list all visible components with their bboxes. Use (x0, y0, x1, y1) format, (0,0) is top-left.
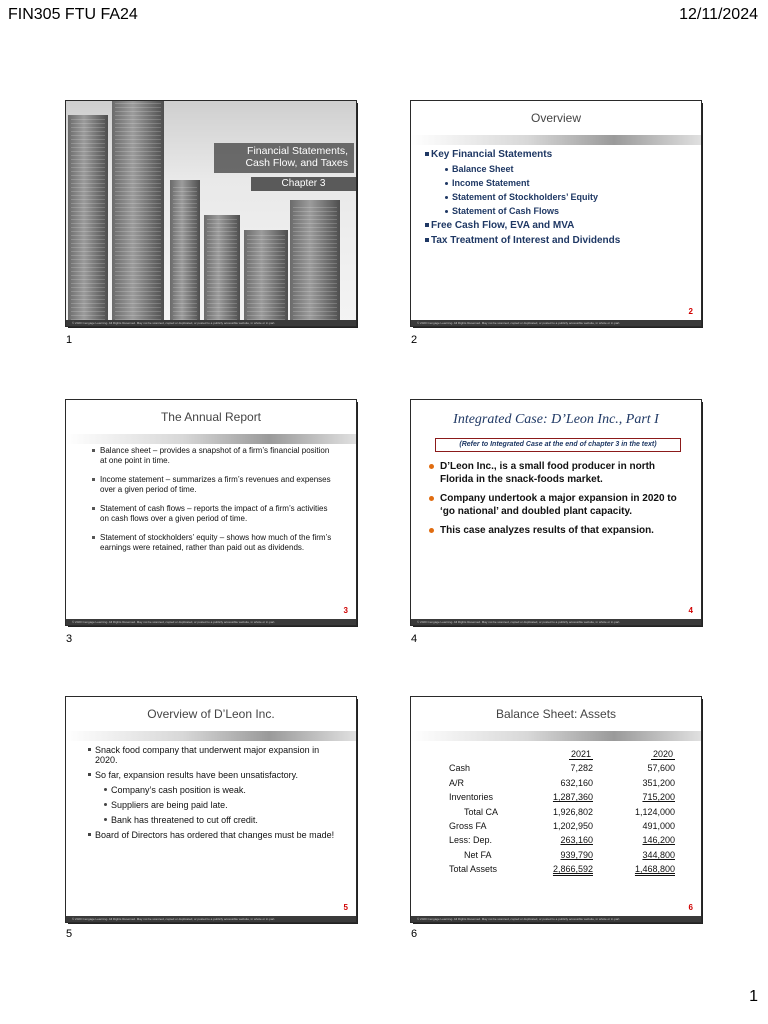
list-item (104, 800, 338, 810)
bullet-icon (92, 449, 95, 452)
bullet-icon (445, 168, 448, 171)
row-label: Less: Dep. (449, 835, 493, 846)
slide-number: 3 (343, 606, 348, 615)
value-2020: 491,000 (642, 821, 675, 832)
bullet-icon (425, 238, 429, 242)
slide-3-thumbnail[interactable] (66, 400, 356, 625)
slide-label: 6 (411, 928, 418, 940)
building-image (68, 115, 108, 320)
list-item (429, 492, 687, 518)
slide-number: 6 (688, 903, 693, 912)
bullet-list (429, 460, 687, 543)
value-2020: 344,800 (642, 849, 675, 860)
value-2021: 1,287,360 (552, 792, 593, 803)
building-image (244, 230, 288, 320)
bullet-icon (104, 803, 107, 806)
bullet-icon (88, 748, 91, 751)
list-item-text: Income Statement (452, 178, 530, 188)
balance-sheet-table (449, 747, 675, 877)
slide-footer (66, 916, 356, 922)
bullet-icon (429, 496, 434, 501)
header-course: FIN305 FTU FA24 (8, 6, 138, 23)
list-item-text: Balance sheet – provides a snapshot of a firm’s financial position at one point in time. (100, 446, 330, 465)
list-item (92, 533, 336, 553)
list-item (429, 460, 687, 486)
list-item-text: Statement of cash flows – reports the impact of a firm’s activities on cash flows over a given period of time. (100, 504, 328, 523)
slide-label: 3 (66, 633, 73, 645)
list-item-text: Balance Sheet (452, 164, 514, 174)
bullet-icon (445, 210, 448, 213)
value-2021: 7,282 (570, 763, 593, 774)
table-row (449, 776, 675, 790)
table-row (449, 819, 675, 833)
list-item-text: Statement of Cash Flows (452, 206, 560, 216)
row-label: Total Assets (449, 864, 498, 875)
list-item-text: So far, expansion results have been unsatisfactory. (95, 770, 298, 780)
value-2021: 632,160 (560, 777, 593, 788)
value-2021: 939,790 (560, 849, 593, 860)
copyright-text: © 2020 Cengage Learning. All Rights Reserved. May not be scanned, copied or duplicated, or posted to a publicly accessible website, in whole or in part. (417, 620, 621, 624)
slide-number: 5 (343, 903, 348, 912)
value-2020: 1,468,800 (634, 864, 675, 875)
list-item (445, 192, 620, 202)
column-header-2020: 2020 (652, 749, 673, 759)
slide-number: 2 (688, 307, 693, 316)
bullet-icon (425, 152, 429, 156)
list-item-text: Suppliers are being paid late. (111, 800, 228, 810)
row-label: A/R (449, 777, 465, 788)
slide-footer (66, 619, 356, 625)
list-item-text: Snack food company that underwent major expansion in 2020. (95, 745, 320, 765)
slide-title: The Annual Report (160, 410, 262, 424)
list-item (445, 178, 620, 188)
bullet-icon (429, 528, 434, 533)
bullet-list (92, 446, 336, 562)
bullet-icon (92, 507, 95, 510)
value-2020: 1,124,000 (634, 806, 675, 817)
slide-label: 4 (411, 633, 418, 645)
list-item-text: Statement of stockholders’ equity – shows how much of the firm’s earnings were retained, rather than paid out as dividends. (100, 533, 332, 552)
row-label: Inventories (449, 792, 494, 803)
building-image (204, 215, 240, 320)
slide-5-thumbnail[interactable] (66, 697, 356, 922)
row-label: Gross FA (449, 821, 487, 832)
title-band (66, 731, 356, 741)
slide-4-thumbnail[interactable] (411, 400, 701, 625)
slide-title: Integrated Case: D’Leon Inc., Part I (453, 412, 659, 427)
list-item (425, 220, 620, 231)
copyright-text: © 2020 Cengage Learning. All Rights Reserved. May not be scanned, copied or duplicated, or posted to a publicly accessible website, in whole or in part. (72, 620, 276, 624)
row-label: Cash (449, 763, 471, 774)
list-item-text: Income statement – summarizes a firm’s revenues and expenses over a given period of time. (100, 475, 331, 494)
value-2021: 1,926,802 (552, 806, 593, 817)
list-item-text: Free Cash Flow, EVA and MVA (431, 220, 575, 231)
slide-6-thumbnail[interactable] (411, 697, 701, 922)
slide-label: 2 (411, 334, 418, 346)
title-band (411, 731, 701, 741)
list-item (445, 164, 620, 174)
table-row (449, 862, 675, 876)
value-2021: 263,160 (560, 835, 593, 846)
value-2020: 57,600 (647, 763, 675, 774)
bullet-list (88, 745, 338, 845)
list-item-text: Statement of Stockholders’ Equity (452, 192, 599, 202)
slide-footer (411, 320, 701, 326)
bullet-icon (425, 223, 429, 227)
building-image (112, 101, 164, 320)
slide-footer (411, 619, 701, 625)
list-item-text: This case analyzes results of that expansion. (440, 525, 654, 536)
list-item (425, 149, 620, 160)
bullet-icon (88, 833, 91, 836)
copyright-text: © 2020 Cengage Learning. All Rights Reserved. May not be scanned, copied or duplicated, or posted to a publicly accessible website, in whole or in part. (72, 321, 276, 325)
copyright-text: © 2020 Cengage Learning. All Rights Reserved. May not be scanned, copied or duplicated, or posted to a publicly accessible website, in whole or in part. (72, 917, 276, 921)
title-band (66, 434, 356, 444)
title-band (411, 135, 701, 145)
table-row (449, 761, 675, 775)
bullet-icon (445, 182, 448, 185)
list-item (425, 235, 620, 246)
bullet-icon (104, 818, 107, 821)
list-item (429, 524, 687, 537)
list-item (92, 475, 336, 495)
column-header-2021: 2021 (570, 749, 591, 759)
list-item-text: Board of Directors has ordered that changes must be made! (95, 830, 335, 840)
list-item-text: Company undertook a major expansion in 2020 to ‘go national’ and doubled plant capacity. (440, 493, 677, 517)
slide-title: Balance Sheet: Assets (495, 707, 617, 721)
slide-footer (411, 916, 701, 922)
bullet-icon (88, 773, 91, 776)
table-row (449, 805, 675, 819)
table-row (449, 790, 675, 804)
list-item-text: D’Leon Inc., is a small food producer in north Florida in the snack-foods market. (440, 461, 656, 485)
building-image (290, 200, 340, 320)
slide-title: Overview (530, 111, 581, 125)
slide-number: 4 (688, 606, 693, 615)
reference-note: (Refer to Integrated Case at the end of chapter 3 in the text) (435, 438, 681, 452)
page-number: 1 (749, 988, 758, 1005)
list-item (92, 446, 336, 466)
value-2021: 1,202,950 (552, 821, 593, 832)
value-2020: 715,200 (642, 792, 675, 803)
slide-label: 1 (66, 334, 73, 346)
row-label: Net FA (464, 849, 492, 860)
slide-footer (66, 320, 356, 326)
bullet-icon (92, 478, 95, 481)
value-2020: 351,200 (642, 777, 675, 788)
value-2020: 146,200 (642, 835, 675, 846)
list-item-text: Bank has threatened to cut off credit. (111, 815, 258, 825)
cover-title-line1: Financial Statements, (247, 145, 348, 157)
value-2021: 2,866,592 (552, 864, 593, 875)
list-item (445, 206, 620, 216)
table-header-row (449, 747, 675, 761)
list-item (88, 745, 338, 765)
copyright-text: © 2020 Cengage Learning. All Rights Reserved. May not be scanned, copied or duplicated, or posted to a publicly accessible website, in whole or in part. (417, 917, 621, 921)
bullet-icon (104, 788, 107, 791)
list-item (104, 815, 338, 825)
building-image (170, 180, 200, 320)
copyright-text: © 2020 Cengage Learning. All Rights Reserved. May not be scanned, copied or duplicated, or posted to a publicly accessible website, in whole or in part. (417, 321, 621, 325)
table-row (449, 833, 675, 847)
bullet-icon (429, 464, 434, 469)
list-item (88, 830, 338, 840)
slide-2-thumbnail[interactable] (411, 101, 701, 326)
chapter-label: Chapter 3 (251, 177, 356, 191)
list-item-text: Key Financial Statements (431, 149, 553, 160)
bullet-icon (92, 536, 95, 539)
list-item (92, 504, 336, 524)
list-item-text: Company’s cash position is weak. (111, 785, 246, 795)
list-item-text: Tax Treatment of Interest and Dividends (431, 235, 621, 246)
slide-1-thumbnail[interactable] (66, 101, 356, 326)
bullet-icon (445, 196, 448, 199)
slide-label: 5 (66, 928, 73, 940)
bullet-list (425, 147, 620, 250)
table-row (449, 848, 675, 862)
list-item (104, 785, 338, 795)
cover-title-line2: Cash Flow, and Taxes (245, 157, 348, 169)
list-item (88, 770, 338, 780)
slide-title: Overview of D’Leon Inc. (147, 707, 275, 721)
row-label: Total CA (464, 806, 499, 817)
header-date: 12/11/2024 (679, 6, 758, 23)
cover-title (214, 143, 354, 173)
